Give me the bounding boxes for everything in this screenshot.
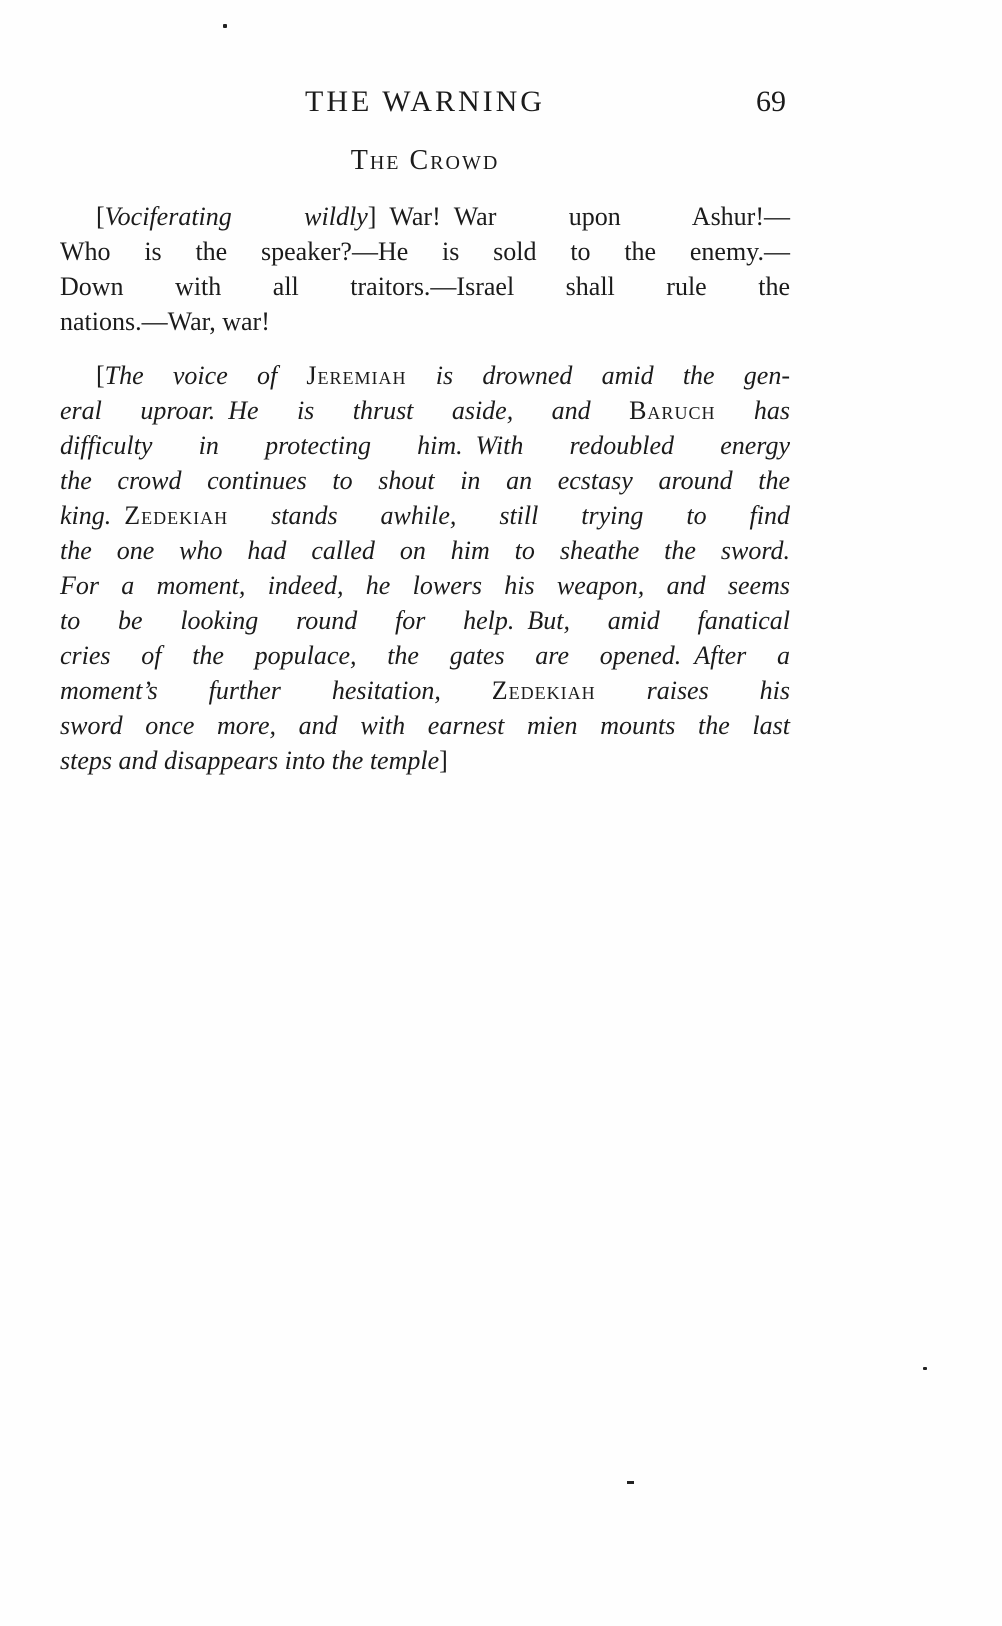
text-segment: sword once more, and with earnest mien mounts the last: [60, 711, 790, 740]
text-segment: stands awhile, still trying to find: [228, 501, 790, 530]
text-segment: eral uproar. He is thrust aside, and: [60, 396, 630, 425]
text-line: [60, 393, 790, 428]
text-line: [60, 498, 790, 533]
text-segment: ]: [439, 746, 448, 775]
text-segment: raises his: [595, 676, 790, 705]
text-segment: Vociferating wildly: [104, 202, 368, 231]
text-segment: The voice of: [104, 361, 307, 390]
speaker-heading: The Crowd: [350, 145, 500, 176]
text-segment: Who is the speaker?—He is sold to the enemy.—: [60, 237, 790, 266]
running-title: THE WARNING: [305, 85, 545, 118]
text-segment: the crowd continues to shout in an ecstasy around the: [60, 466, 790, 495]
text-segment: For a moment, indeed, he lowers his weapon, and seems: [60, 571, 790, 600]
text-line: [60, 568, 790, 603]
character-name: Jeremiah: [306, 361, 407, 390]
text-segment: [: [96, 361, 105, 390]
text-segment: has: [715, 396, 791, 425]
text-segment: to be looking round for help. But, amid fanatical: [60, 606, 790, 635]
page-header: [60, 82, 790, 122]
text-line: [60, 358, 790, 393]
text-line: [60, 743, 790, 778]
text-line: [60, 638, 790, 673]
text-segment: cries of the populace, the gates are opened. After a: [60, 641, 790, 670]
text-line: [60, 673, 790, 708]
text-segment: the one who had called on him to sheathe the sword.: [60, 536, 790, 565]
text-segment: moment’s further hesitation,: [60, 676, 492, 705]
text-segment: ] War! War upon Ashur!—: [367, 202, 790, 231]
text-segment: Down with all traitors.—Israel shall rule the: [60, 272, 790, 301]
text-line: [60, 708, 790, 743]
stage-direction-paragraph: [60, 358, 790, 778]
text-segment: steps and disappears into the temple: [60, 746, 440, 775]
text-line: [60, 603, 790, 638]
scan-speck: [627, 1481, 634, 1484]
text-line: [60, 234, 790, 269]
text-line: [60, 463, 790, 498]
text-line: [60, 199, 790, 234]
crowd-speech-paragraph: [60, 199, 790, 339]
character-name: Zedekiah: [124, 501, 229, 530]
scan-speck: [223, 24, 227, 28]
text-line: [60, 269, 790, 304]
text-segment: nations.—War, war!: [60, 307, 270, 336]
text-segment: [: [96, 202, 105, 231]
character-name: Baruch: [629, 396, 716, 425]
scan-speck: [923, 1367, 927, 1370]
page-number: 69: [756, 85, 786, 118]
character-name: Zedekiah: [491, 676, 596, 705]
text-segment: is drowned amid the gen-: [406, 361, 790, 390]
text-segment: king.: [60, 501, 125, 530]
text-line: [60, 428, 790, 463]
text-line: [60, 304, 790, 339]
text-segment: difficulty in protecting him. With redoubled energy: [60, 431, 790, 460]
text-line: [60, 533, 790, 568]
